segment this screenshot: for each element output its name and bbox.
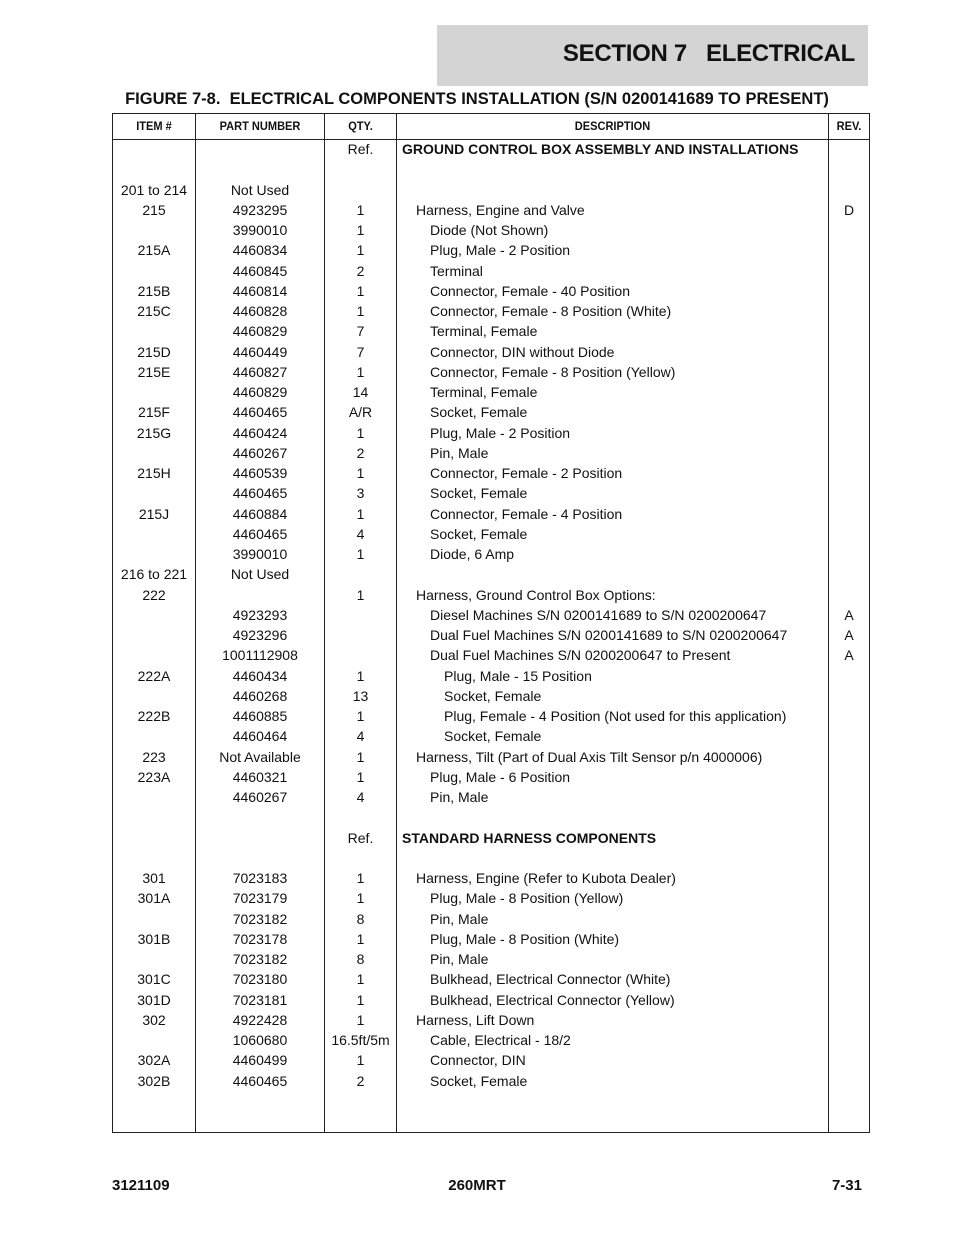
table-row — [113, 909, 869, 929]
table-row — [113, 605, 869, 625]
table-row — [113, 807, 869, 827]
item-number-cell: 216 to 221 — [120, 566, 188, 583]
part-number-cell: 4923295 — [232, 201, 288, 218]
item-number-cell: 302B — [137, 1072, 171, 1089]
qty-cell: 1 — [356, 424, 365, 441]
footer-doc-number: 3121109 — [112, 1177, 170, 1194]
part-number-cell: 1060680 — [232, 1032, 288, 1048]
part-number-cell: 4460465 — [232, 1072, 288, 1089]
part-number-cell: 4460829 — [232, 323, 288, 340]
qty-cell: 7 — [356, 343, 365, 360]
qty-cell: 1 — [356, 363, 365, 380]
part-number-cell: 4460884 — [232, 505, 288, 522]
rev-cell: A — [844, 647, 854, 664]
part-number-cell: 3990010 — [232, 546, 288, 562]
table-row — [113, 423, 869, 443]
part-number-cell: 4460267 — [232, 444, 288, 461]
item-number-cell: 222 — [142, 586, 166, 603]
description-cell: Terminal — [430, 262, 483, 279]
qty-cell: 4 — [356, 525, 365, 542]
table-row — [113, 362, 869, 382]
item-number-cell: 215C — [137, 303, 171, 319]
description-cell: Diode (Not Shown) — [430, 222, 549, 238]
qty-cell: 1 — [356, 586, 365, 603]
part-number-cell: 7023182 — [232, 910, 288, 927]
description-cell: Harness, Engine (Refer to Kubota Dealer) — [416, 870, 676, 886]
rev-cell: D — [843, 201, 855, 218]
description-cell: Socket, Female — [444, 687, 542, 704]
item-number-cell: 215J — [138, 505, 170, 522]
part-number-cell: 4460465 — [232, 485, 288, 502]
part-number-cell: 7023180 — [232, 971, 288, 988]
part-number-cell: 4460267 — [232, 789, 288, 805]
item-number-cell: 301C — [137, 971, 171, 988]
part-number-cell: 4923293 — [232, 606, 288, 623]
item-number-cell: 215G — [136, 424, 172, 441]
part-number-cell: Not Used — [230, 181, 290, 198]
part-number-cell: 7023181 — [232, 991, 288, 1008]
qty-cell: 8 — [356, 951, 365, 967]
description-cell: Harness, Lift Down — [416, 1011, 535, 1028]
qty-cell: 2 — [356, 444, 365, 461]
table-row — [113, 625, 869, 645]
header-description: DESCRIPTION — [574, 119, 651, 133]
table-row — [113, 524, 869, 544]
part-number-cell: 4460321 — [232, 768, 288, 785]
description-cell: Socket, Female — [430, 525, 528, 542]
table-row — [113, 726, 869, 746]
item-number-cell: 301B — [137, 930, 171, 947]
table-row — [113, 342, 869, 362]
section-title: SECTION 7 ELECTRICAL — [562, 40, 855, 67]
table-row — [113, 969, 869, 989]
description-cell: Plug, Female - 4 Position (Not used for this application) — [444, 708, 787, 724]
table-row — [113, 483, 869, 503]
description-cell: Bulkhead, Electrical Connector (White) — [430, 971, 671, 988]
description-cell: Dual Fuel Machines S/N 0200200647 to Present — [430, 647, 731, 664]
table-row — [113, 990, 869, 1010]
part-number-cell: 7023178 — [232, 930, 288, 947]
item-number-cell: 215F — [138, 404, 170, 421]
item-number-cell: 223A — [137, 768, 171, 785]
qty-cell: 1 — [356, 303, 365, 319]
qty-cell: 14 — [352, 384, 369, 400]
item-number-cell: 301D — [137, 991, 171, 1008]
table-row — [113, 686, 869, 706]
table-row — [113, 504, 869, 524]
header-rev: REV. — [836, 119, 862, 133]
part-number-cell: 4460834 — [232, 242, 288, 259]
item-number-cell: 301 — [142, 870, 166, 886]
qty-cell: 1 — [356, 991, 365, 1008]
item-number-cell: 201 to 214 — [120, 181, 188, 198]
item-number-cell: 302 — [142, 1011, 166, 1028]
part-number-cell: 4460885 — [232, 708, 288, 724]
table-row — [113, 747, 869, 767]
description-cell: Diode, 6 Amp — [430, 546, 515, 562]
qty-cell: Ref. — [347, 141, 374, 157]
description-cell: Connector, Female - 40 Position — [430, 282, 630, 299]
item-number-cell: 222B — [137, 708, 171, 724]
part-number-cell: 4460499 — [232, 1052, 288, 1069]
table-row — [113, 443, 869, 463]
description-cell: Harness, Tilt (Part of Dual Axis Tilt Sensor p/n 4000006) — [416, 748, 763, 765]
qty-cell: 1 — [356, 667, 365, 684]
description-cell: Cable, Electrical - 18/2 — [430, 1032, 571, 1048]
table-row — [113, 1071, 869, 1091]
parts-table — [112, 113, 870, 1133]
table-row — [113, 139, 869, 159]
part-number-cell: 4460434 — [232, 667, 288, 684]
part-number-cell: 4460845 — [232, 262, 288, 279]
item-number-cell: 215H — [137, 465, 171, 481]
part-number-cell: 7023182 — [232, 951, 288, 967]
qty-cell: 1 — [356, 1011, 365, 1028]
item-number-cell: 223 — [142, 748, 166, 765]
description-cell: Harness, Engine and Valve — [416, 201, 585, 218]
description-cell: Socket, Female — [430, 485, 528, 502]
table-row — [113, 1010, 869, 1030]
table-row — [113, 929, 869, 949]
header-part-number: PART NUMBER — [219, 119, 301, 133]
qty-cell: 13 — [352, 687, 369, 704]
description-cell: Connector, Female - 8 Position (Yellow) — [430, 363, 676, 380]
table-row — [113, 888, 869, 908]
item-number-cell: 301A — [137, 890, 171, 907]
qty-cell: 1 — [356, 201, 365, 218]
description-cell: Bulkhead, Electrical Connector (Yellow) — [430, 991, 675, 1008]
description-cell: Pin, Male — [430, 951, 489, 967]
table-row — [113, 868, 869, 888]
part-number-cell: Not Available — [219, 748, 301, 765]
table-row — [113, 585, 869, 605]
table-row — [113, 281, 869, 301]
table-row — [113, 240, 869, 260]
figure-title: FIGURE 7-8. ELECTRICAL COMPONENTS INSTALLATION (S/N 0200141689 TO PRESENT) — [125, 90, 829, 108]
table-header — [113, 114, 869, 140]
table-row — [113, 402, 869, 422]
table-row — [113, 645, 869, 665]
part-number-cell: 4460424 — [232, 424, 288, 441]
table-row — [113, 767, 869, 787]
table-row — [113, 220, 869, 240]
part-number-cell: 4460829 — [232, 384, 288, 400]
qty-cell: 1 — [356, 282, 365, 299]
description-cell: Socket, Female — [430, 1072, 528, 1089]
table-row — [113, 706, 869, 726]
description-cell: Terminal, Female — [430, 384, 538, 400]
item-number-cell: 215D — [137, 343, 171, 360]
table-row — [113, 200, 869, 220]
part-number-cell: 4922428 — [232, 1011, 288, 1028]
part-number-cell: 4460449 — [232, 343, 288, 360]
table-row — [113, 666, 869, 686]
qty-cell: 1 — [356, 870, 365, 886]
qty-cell: 1 — [356, 890, 365, 907]
table-row — [113, 848, 869, 868]
part-number-cell: 7023183 — [232, 870, 288, 886]
qty-cell: 4 — [356, 789, 365, 805]
description-cell: Connector, DIN without Diode — [430, 343, 615, 360]
part-number-cell: Not Used — [230, 566, 290, 583]
table-row — [113, 382, 869, 402]
part-number-cell: 7023179 — [232, 890, 288, 907]
table-row — [113, 949, 869, 969]
description-cell: Plug, Male - 2 Position — [430, 242, 571, 259]
qty-cell: 1 — [356, 465, 365, 481]
rev-cell: A — [844, 606, 854, 623]
description-cell: Connector, Female - 8 Position (White) — [430, 303, 672, 319]
footer-model: 260MRT — [448, 1177, 506, 1194]
qty-cell: Ref. — [347, 829, 374, 846]
qty-cell: 1 — [356, 222, 365, 238]
table-row — [113, 1050, 869, 1070]
part-number-cell: 4460828 — [232, 303, 288, 319]
table-row — [113, 180, 869, 200]
qty-cell: 8 — [356, 910, 365, 927]
qty-cell: 2 — [356, 1072, 365, 1089]
description-cell: Pin, Male — [430, 444, 489, 461]
description-cell: Dual Fuel Machines S/N 0200141689 to S/N 0200200647 — [430, 627, 788, 643]
part-number-cell: 4460465 — [232, 404, 288, 421]
item-number-cell: 215 — [142, 201, 166, 218]
part-number-cell: 3990010 — [232, 222, 288, 238]
description-cell: Pin, Male — [430, 789, 489, 805]
description-cell: Connector, Female - 4 Position — [430, 505, 623, 522]
description-cell: Plug, Male - 15 Position — [444, 667, 592, 684]
qty-cell: A/R — [348, 404, 373, 421]
item-number-cell: 302A — [137, 1052, 171, 1069]
rev-cell: A — [844, 627, 854, 643]
description-cell: Socket, Female — [430, 404, 528, 421]
qty-cell: 3 — [356, 485, 365, 502]
part-number-cell: 4460814 — [232, 282, 288, 299]
description-cell: Socket, Female — [444, 728, 542, 745]
description-cell: GROUND CONTROL BOX ASSEMBLY AND INSTALLATIONS — [402, 141, 799, 157]
description-cell: Diesel Machines S/N 0200141689 to S/N 0200200647 — [430, 606, 767, 623]
description-cell: Plug, Male - 6 Position — [430, 768, 571, 785]
qty-cell: 2 — [356, 262, 365, 279]
table-row — [113, 787, 869, 807]
description-cell: Connector, Female - 2 Position — [430, 465, 623, 481]
table-body — [113, 139, 869, 1091]
table-row — [113, 159, 869, 179]
part-number-cell: 4460268 — [232, 687, 288, 704]
table-row — [113, 261, 869, 281]
table-row — [113, 321, 869, 341]
item-number-cell: 222A — [137, 667, 171, 684]
part-number-cell: 4460464 — [232, 728, 288, 745]
qty-cell: 16.5ft/5m — [331, 1032, 390, 1048]
item-number-cell: 215B — [137, 282, 171, 299]
qty-cell: 1 — [356, 971, 365, 988]
description-cell: Pin, Male — [430, 910, 489, 927]
description-cell: Terminal, Female — [430, 323, 538, 340]
qty-cell: 1 — [356, 1052, 365, 1069]
part-number-cell: 4923296 — [232, 627, 288, 643]
part-number-cell: 4460465 — [232, 525, 288, 542]
qty-cell: 1 — [356, 505, 365, 522]
qty-cell: 1 — [356, 930, 365, 947]
part-number-cell: 4460827 — [232, 363, 288, 380]
header-qty: QTY. — [348, 119, 373, 133]
description-cell: Plug, Male - 8 Position (Yellow) — [430, 890, 624, 907]
qty-cell: 1 — [356, 546, 365, 562]
qty-cell: 1 — [356, 242, 365, 259]
part-number-cell: 4460539 — [232, 465, 288, 481]
table-row — [113, 544, 869, 564]
table-row — [113, 463, 869, 483]
description-cell: Plug, Male - 8 Position (White) — [430, 930, 620, 947]
qty-cell: 7 — [356, 323, 365, 340]
item-number-cell: 215E — [137, 363, 171, 380]
qty-cell: 1 — [356, 768, 365, 785]
qty-cell: 1 — [356, 708, 365, 724]
description-cell: Connector, DIN — [430, 1052, 526, 1069]
footer-page-number: 7-31 — [831, 1177, 862, 1194]
description-cell: Plug, Male - 2 Position — [430, 424, 571, 441]
qty-cell: 1 — [356, 748, 365, 765]
table-row — [113, 564, 869, 584]
table-row — [113, 828, 869, 848]
description-cell: STANDARD HARNESS COMPONENTS — [402, 829, 657, 846]
table-row — [113, 1030, 869, 1050]
item-number-cell: 215A — [137, 242, 171, 259]
table-row — [113, 301, 869, 321]
qty-cell: 4 — [356, 728, 365, 745]
description-cell: Harness, Ground Control Box Options: — [416, 586, 656, 603]
part-number-cell: 1001112908 — [222, 647, 298, 664]
header-item: ITEM # — [136, 119, 172, 133]
